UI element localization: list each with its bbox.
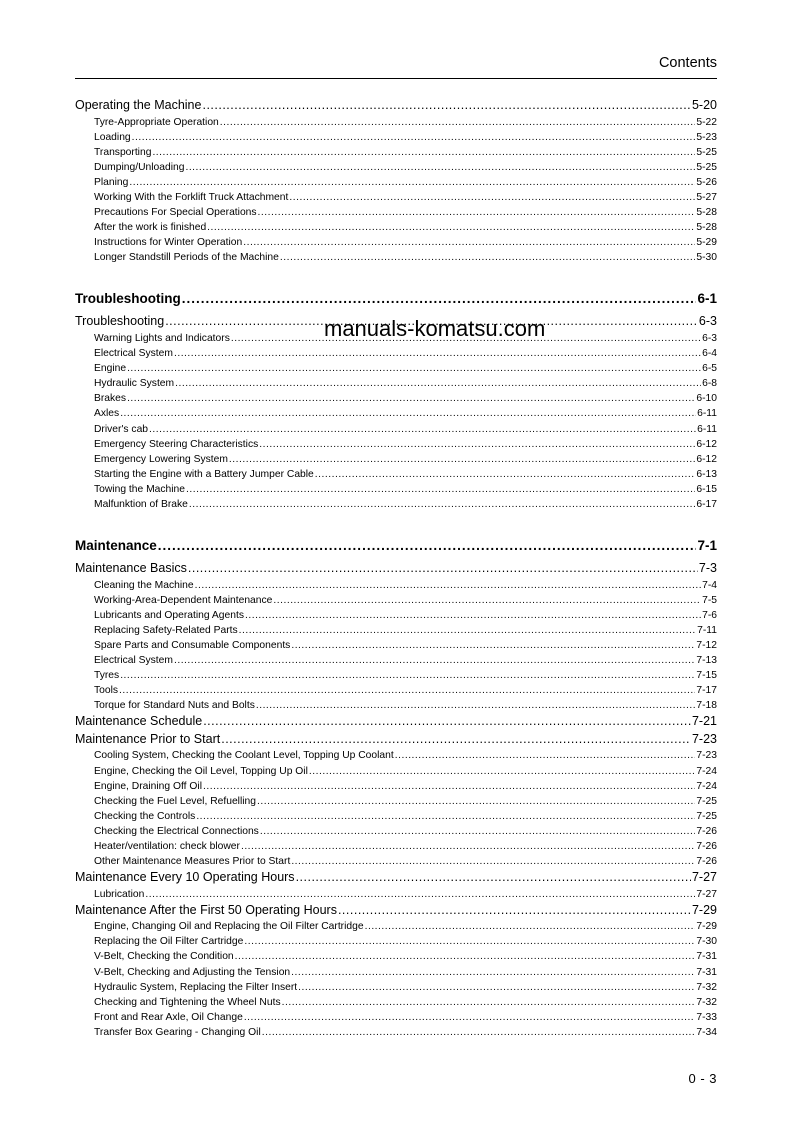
toc-subsection-entry[interactable] [75,839,717,854]
toc-dot-leader [120,668,695,683]
toc-entry-page: 7-12 [696,639,717,651]
header-title: Contents [658,55,717,71]
toc-subsection-entry[interactable] [75,160,717,175]
toc-dot-leader [258,205,696,220]
toc-dot-leader [273,593,701,608]
toc-entry-title: Replacing the Oil Filter Cartridge [94,936,244,948]
toc-entry-page: 5-23 [696,131,717,143]
toc-dot-leader [152,145,695,160]
toc-entry-page: 7-32 [696,981,717,993]
toc-entry-title: Maintenance After the First 50 Operating Hours [75,902,337,917]
toc-entry-title: Loading [94,131,131,143]
toc-entry-title: Maintenance Every 10 Operating Hours [75,870,295,885]
toc-dot-leader [260,824,696,839]
toc-subsection-entry[interactable] [75,361,717,376]
watermark: manuals-komatsu.com [324,316,546,341]
toc-dot-leader [245,608,701,623]
toc-entry-title: Checking the Controls [94,810,196,822]
toc-dot-leader [119,683,695,698]
toc-entry-page: 5-27 [696,191,717,203]
toc-entry-title: Torque for Standard Nuts and Bolts [94,700,255,712]
toc-dot-leader [229,452,695,467]
toc-dot-leader [221,731,691,749]
toc-subsection-entry[interactable] [75,779,717,794]
toc-entry-page: 5-26 [696,176,717,188]
toc-entry-page: 6-4 [702,348,717,360]
toc-entry-page: 7-23 [691,731,717,746]
toc-entry-title: Maintenance Schedule [75,714,203,729]
toc-entry-title: Replacing Safety-Related Parts [94,624,238,636]
toc-dot-leader [158,536,697,556]
toc-entry-title: Engine, Changing Oil and Replacing the Oil Filter Cartridge [94,921,364,933]
toc-subsection-entry[interactable] [75,190,717,205]
toc-subsection-entry[interactable] [75,854,717,869]
toc-chapter-entry[interactable] [75,536,717,556]
toc-subsection-entry[interactable] [75,919,717,934]
toc-entry-title: Troubleshooting [75,314,165,329]
toc-entry-page: 6-3 [698,314,717,329]
toc-entry-page: 5-20 [691,98,717,112]
toc-subsection-entry[interactable] [75,482,717,497]
toc-entry-title: Operating the Machine [75,98,202,112]
toc-subsection-entry[interactable] [75,497,717,512]
toc-entry-page: 7-15 [696,670,717,682]
toc-entry-page: 7-21 [691,714,717,729]
toc-dot-leader [129,175,695,190]
toc-entry-title: Maintenance Prior to Start [75,731,221,746]
toc-entry-page: 7-26 [696,825,717,837]
toc-dot-leader [132,130,696,145]
toc-entry-title: After the work is finished [94,222,207,234]
toc-entry-title: Starting the Engine with a Battery Jumper Cable [94,468,314,480]
toc-dot-leader [309,764,696,779]
toc-dot-leader [202,97,691,115]
toc-entry-page: 5-29 [696,237,717,249]
toc-subsection-entry[interactable] [75,1010,717,1025]
toc-subsection-entry[interactable] [75,995,717,1010]
toc-entry-title: Tools [94,685,119,697]
toc-dot-leader [289,190,695,205]
toc-subsection-entry[interactable] [75,668,717,683]
toc-dot-leader [315,467,696,482]
toc-subsection-entry[interactable] [75,934,717,949]
toc-dot-leader [175,376,701,391]
toc-dot-leader [291,965,695,980]
toc-dot-leader [182,289,697,309]
toc-dot-leader [188,560,698,578]
toc-subsection-entry[interactable] [75,623,717,638]
toc-dot-leader [145,887,695,902]
toc-entry-title: Lubrication [94,888,145,900]
toc-subsection-entry[interactable] [75,422,717,437]
toc-entry-title: Brakes [94,393,127,405]
toc-dot-leader [257,794,695,809]
toc-dot-leader [244,934,695,949]
toc-dot-leader [298,980,695,995]
toc-section-entry[interactable] [75,97,717,115]
toc-section-entry[interactable] [75,902,717,920]
page-header [75,54,717,79]
toc-entry-title: Engine [94,363,127,375]
toc-entry-page: 7-5 [702,594,717,606]
toc-entry-title: Working-Area-Dependent Maintenance [94,594,273,606]
toc-entry-page: 6-3 [702,332,717,344]
toc-dot-leader [395,748,696,763]
toc-entry-title: Instructions for Winter Operation [94,237,243,249]
toc-entry-title: Troubleshooting [75,291,181,307]
toc-entry-page: 6-15 [696,483,717,495]
toc-entry-page: 7-17 [696,685,717,697]
toc-entry-page: 7-4 [702,579,717,591]
toc-entry-title: Working With the Forklift Truck Attachment [94,191,289,203]
toc-dot-leader [203,713,691,731]
toc-dot-leader [282,995,696,1010]
toc-entry-page: 7-29 [691,902,717,917]
toc-dot-leader [185,160,695,175]
toc-entry-title: Precautions For Special Operations [94,207,257,219]
toc-dot-leader [262,1025,696,1040]
toc-entry-page: 7-23 [696,750,717,762]
toc-entry-title: Warning Lights and Indicators [94,332,230,344]
toc-subsection-entry[interactable] [75,467,717,482]
toc-dot-leader [280,250,696,265]
toc-entry-page: 7-3 [698,561,717,576]
toc-entry-page: 7-25 [696,810,717,822]
toc-entry-title: Longer Standstill Periods of the Machine [94,252,279,264]
toc-entry-page: 7-24 [696,780,717,792]
toc-subsection-entry[interactable] [75,980,717,995]
toc-dot-leader [149,422,696,437]
toc-subsection-entry[interactable] [75,764,717,779]
toc-subsection-entry[interactable] [75,205,717,220]
toc-subsection-entry[interactable] [75,452,717,467]
toc-entry-title: Electrical System [94,348,173,360]
toc-subsection-entry[interactable] [75,578,717,593]
toc-subsection-entry[interactable] [75,809,717,824]
toc-entry-page: 6-17 [696,498,717,510]
toc-dot-leader [174,653,695,668]
toc-entry-title: Heater/ventilation: check blower [94,840,240,852]
toc-entry-page: 6-13 [696,468,717,480]
toc-dot-leader [365,919,696,934]
toc-subsection-entry[interactable] [75,638,717,653]
toc-dot-leader [338,902,691,920]
toc-entry-page: 7-27 [696,888,717,900]
toc-entry-title: Electrical System [94,655,173,667]
toc-entry-page: 7-31 [696,966,717,978]
toc-entry-title: V-Belt, Checking the Condition [94,951,234,963]
toc-subsection-entry[interactable] [75,653,717,668]
toc-entry-title: Towing the Machine [94,483,186,495]
toc-entry-page: 7-11 [697,624,717,636]
toc-entry-page: 6-8 [702,378,717,390]
section-spacer [75,265,717,289]
toc-dot-leader [127,391,695,406]
toc-entry-title: Cooling System, Checking the Coolant Level, Topping Up Coolant [94,750,394,762]
toc-entry-title: Checking the Fuel Level, Refuelling [94,795,256,807]
toc-subsection-entry[interactable] [75,250,717,265]
toc-entry-title: Malfunktion of Brake [94,498,188,510]
toc-entry-title: Axles [94,408,120,420]
toc-subsection-entry[interactable] [75,346,717,361]
toc-subsection-entry[interactable] [75,887,717,902]
toc-entry-title: Engine, Checking the Oil Level, Topping Up Oil [94,765,308,777]
page-number: 0 - 3 [688,1071,717,1086]
toc-entry-title: Dumping/Unloading [94,161,185,173]
toc-dot-leader [243,235,695,250]
toc-subsection-entry[interactable] [75,1025,717,1040]
toc-entry-page: 7-34 [696,1026,717,1038]
toc-subsection-entry[interactable] [75,175,717,190]
toc-entry-page: 5-22 [696,116,717,128]
toc-entry-title: Checking the Electrical Connections [94,825,259,837]
toc-entry-title: Spare Parts and Consumable Components [94,639,291,651]
toc-subsection-entry[interactable] [75,593,717,608]
toc-entry-title: Checking and Tightening the Wheel Nuts [94,996,281,1008]
toc-section-entry[interactable] [75,560,717,578]
toc-entry-page: 5-28 [696,207,717,219]
toc-entry-page: 5-25 [696,146,717,158]
toc-dot-leader [239,623,696,638]
toc-dot-leader [120,406,696,421]
toc-subsection-entry[interactable] [75,683,717,698]
toc-dot-leader [207,220,695,235]
toc-entry-page: 6-1 [697,291,717,307]
toc-dot-leader [189,497,696,512]
toc-dot-leader [220,115,696,130]
toc-entry-title: Engine, Draining Off Oil [94,780,202,792]
toc-entry-title: Tyres [94,670,120,682]
toc-entry-page: 7-33 [696,1011,717,1023]
toc-dot-leader [203,779,695,794]
toc-dot-leader [244,1010,696,1025]
table-of-contents [75,97,717,1040]
toc-subsection-entry[interactable] [75,391,717,406]
section-spacer [75,512,717,536]
toc-entry-title: Maintenance Basics [75,561,187,576]
toc-subsection-entry[interactable] [75,748,717,763]
toc-entry-page: 6-11 [697,423,717,435]
toc-entry-page: 7-32 [696,996,717,1008]
toc-dot-leader [291,854,695,869]
toc-subsection-entry[interactable] [75,406,717,421]
toc-subsection-entry[interactable] [75,115,717,130]
toc-entry-title: Front and Rear Axle, Oil Change [94,1011,243,1023]
toc-entry-page: 7-30 [696,936,717,948]
toc-subsection-entry[interactable] [75,220,717,235]
toc-entry-title: Lubricants and Operating Agents [94,609,244,621]
toc-entry-page: 5-28 [696,222,717,234]
toc-subsection-entry[interactable] [75,130,717,145]
toc-entry-page: 7-24 [696,765,717,777]
toc-dot-leader [235,949,696,964]
toc-entry-page: 6-10 [696,393,717,405]
toc-section-entry[interactable] [75,713,717,731]
toc-entry-title: Hydraulic System [94,378,175,390]
toc-subsection-entry[interactable] [75,376,717,391]
toc-entry-title: Emergency Steering Characteristics [94,438,259,450]
toc-section-entry[interactable] [75,731,717,749]
toc-entry-title: Emergency Lowering System [94,453,228,465]
toc-dot-leader [127,361,701,376]
toc-entry-page: 7-26 [696,856,717,868]
toc-entry-title: Transporting [94,146,152,158]
toc-entry-page: 7-13 [696,655,717,667]
toc-dot-leader [195,578,702,593]
toc-entry-page: 6-12 [696,453,717,465]
toc-subsection-entry[interactable] [75,437,717,452]
toc-dot-leader [259,437,695,452]
toc-dot-leader [241,839,695,854]
toc-section-entry[interactable] [75,869,717,887]
toc-entry-page: 7-31 [696,951,717,963]
toc-dot-leader [291,638,695,653]
toc-dot-leader [196,809,695,824]
toc-dot-leader [186,482,695,497]
toc-subsection-entry[interactable] [75,698,717,713]
toc-entry-title: Transfer Box Gearing - Changing Oil [94,1026,261,1038]
toc-entry-page: 7-29 [696,921,717,933]
toc-entry-title: Other Maintenance Measures Prior to Start [94,856,291,868]
toc-entry-page: 5-30 [696,252,717,264]
toc-entry-title: Planing [94,176,129,188]
toc-entry-page: 6-12 [696,438,717,450]
toc-subsection-entry[interactable] [75,145,717,160]
toc-entry-title: V-Belt, Checking and Adjusting the Tension [94,966,291,978]
toc-entry-title: Maintenance [75,538,157,554]
toc-entry-title: Cleaning the Machine [94,579,194,591]
toc-entry-page: 7-25 [696,795,717,807]
toc-chapter-entry[interactable] [75,289,717,309]
toc-dot-leader [174,346,701,361]
toc-subsection-entry[interactable] [75,235,717,250]
toc-subsection-entry[interactable] [75,794,717,809]
toc-subsection-entry[interactable] [75,965,717,980]
toc-entry-page: 7-18 [696,700,717,712]
toc-entry-title: Tyre-Appropriate Operation [94,116,219,128]
toc-subsection-entry[interactable] [75,824,717,839]
toc-entry-page: 6-11 [697,408,717,420]
toc-entry-page: 5-25 [696,161,717,173]
toc-subsection-entry[interactable] [75,608,717,623]
toc-entry-title: Driver's cab [94,423,149,435]
toc-subsection-entry[interactable] [75,949,717,964]
toc-entry-page: 7-27 [691,870,717,885]
toc-dot-leader [296,869,691,887]
toc-entry-page: 6-5 [702,363,717,375]
toc-entry-title: Hydraulic System, Replacing the Filter Insert [94,981,298,993]
toc-entry-page: 7-26 [696,840,717,852]
toc-entry-page: 7-6 [702,609,717,621]
toc-dot-leader [256,698,696,713]
toc-entry-page: 7-1 [697,538,717,554]
